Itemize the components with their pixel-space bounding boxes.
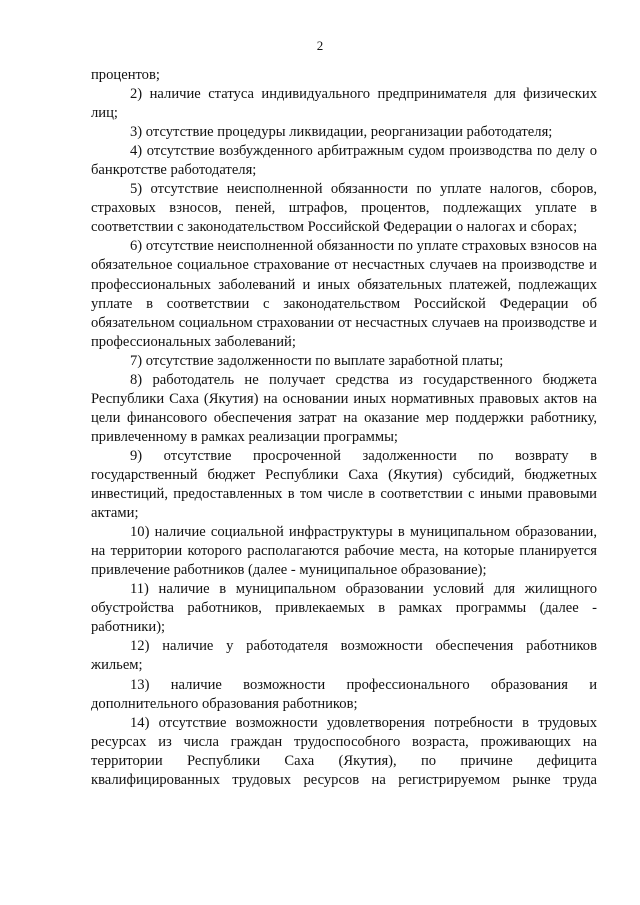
list-item-7: 7) отсутствие задолженности по выплате заработной платы; bbox=[130, 352, 504, 369]
list-item-6: 6) отсутствие неисполненной обязанности по уплате страховых взносов на обязательное социальное страхование от несчастных случаев на производстве и профессиональных заболеваний и иных обязательных платежей, подлежащих уплате в соответствии с законодательством Российской Федерации об обязательном социальном страховании от несчастных случаев на производстве и профессиональных заболеваний; bbox=[91, 238, 597, 350]
list-item-3: 3) отсутствие процедуры ликвидации, реорганизации работодателя; bbox=[130, 124, 553, 141]
list-item-14: 14) отсутствие возможности удовлетворения потребности в трудовых ресурсах из числа граждан трудоспособного возраста, проживающих на территории Республики Саха (Якутия), по причине дефицита квалифицированных трудовых ресурсов на регистрируемом рынке труда bbox=[91, 714, 597, 788]
list-item-10: 10) наличие социальной инфраструктуры в муниципальном образовании, на территории которого располагаются рабочие места, на которые планируется привлечение работников (далее - муниципальное образование); bbox=[91, 524, 597, 579]
list-item-5: 5) отсутствие неисполненной обязанности по уплате налогов, сборов, страховых взносов, пеней, штрафов, процентов, подлежащих уплате в соответствии с законодательством Российской Федерации о налогах и сборах; bbox=[91, 181, 597, 236]
list-item-9: 9) отсутствие просроченной задолженности по возврату в государственный бюджет Республики Саха (Якутия) субсидий, бюджетных инвестиций, предоставленных в том числе в соответствии с иными правовыми актами; bbox=[91, 447, 597, 522]
document-body bbox=[91, 66, 597, 790]
list-item-11: 11) наличие в муниципальном образовании условий для жилищного обустройства работников, привлекаемых в рамках программы (далее - работники); bbox=[91, 581, 597, 636]
list-item-4: 4) отсутствие возбужденного арбитражным судом производства по делу о банкротстве работодателя; bbox=[91, 143, 597, 179]
page-number: 2 bbox=[316, 38, 324, 53]
paragraph-continuation: процентов; bbox=[91, 67, 160, 83]
list-item-13: 13) наличие возможности профессионального образования и дополнительного образования работников; bbox=[91, 676, 597, 712]
list-item-12: 12) наличие у работодателя возможности обеспечения работников жильем; bbox=[91, 638, 597, 674]
list-item-8: 8) работодатель не получает средства из государственного бюджета Республики Саха (Якутия) на основании иных нормативных правовых актов на цели финансового обеспечения затрат на оказание мер поддержки работнику, привлеченному в рамках реализации программы; bbox=[91, 371, 597, 445]
list-item-2: 2) наличие статуса индивидуального предпринимателя для физических лиц; bbox=[91, 86, 597, 122]
